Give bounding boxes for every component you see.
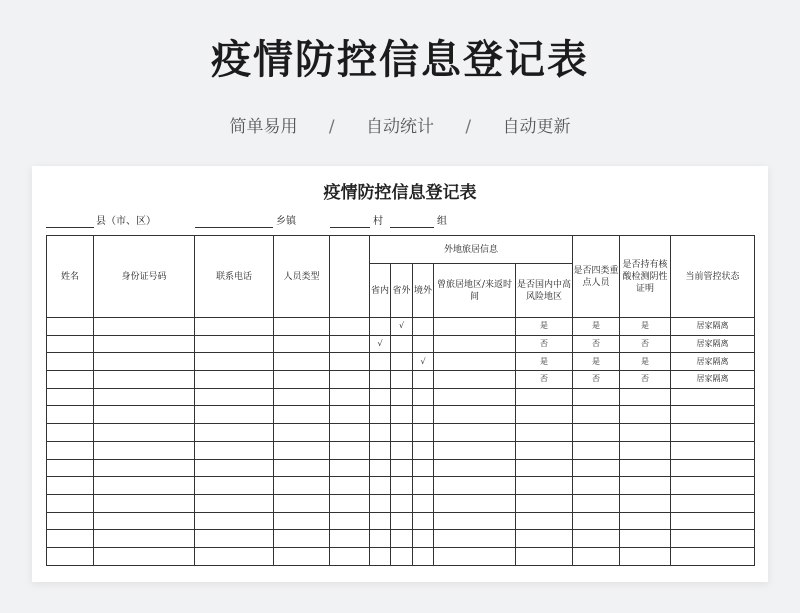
cell-key-person[interactable] xyxy=(573,477,620,495)
cell-name[interactable] xyxy=(47,406,94,424)
cell-risk-area[interactable] xyxy=(516,388,573,406)
cell-area-time[interactable] xyxy=(434,371,516,389)
county-label: 县（市、区） xyxy=(96,216,156,227)
cell-abroad[interactable]: √ xyxy=(413,353,434,371)
table-row xyxy=(47,424,755,442)
cell-area-time[interactable] xyxy=(434,494,516,512)
cell-key-person[interactable] xyxy=(573,441,620,459)
cell-id-number[interactable] xyxy=(94,459,195,477)
header-travel-info: 外地旅居信息 xyxy=(370,236,573,264)
cell-blank xyxy=(330,459,370,477)
cell-in-province[interactable] xyxy=(370,530,391,548)
cell-name[interactable] xyxy=(47,353,94,371)
cell-abroad[interactable] xyxy=(413,477,434,495)
cell-key-person[interactable] xyxy=(573,424,620,442)
cell-risk-area[interactable] xyxy=(516,512,573,530)
cell-blank xyxy=(330,371,370,389)
cell-person-type[interactable] xyxy=(274,530,330,548)
cell-in-province[interactable] xyxy=(370,477,391,495)
cell-in-province[interactable] xyxy=(370,318,391,336)
header-control-status: 当前管控状态 xyxy=(671,236,755,318)
cell-key-person[interactable] xyxy=(573,547,620,565)
tag-auto-stats: 自动统计 xyxy=(366,117,434,137)
tag-separator: / xyxy=(328,117,335,137)
cell-out-province[interactable] xyxy=(391,441,413,459)
cell-phone[interactable] xyxy=(195,353,274,371)
cell-in-province[interactable] xyxy=(370,406,391,424)
cell-phone[interactable] xyxy=(195,318,274,336)
cell-phone[interactable] xyxy=(195,424,274,442)
cell-key-person[interactable] xyxy=(573,530,620,548)
cell-risk-area[interactable] xyxy=(516,547,573,565)
cell-name[interactable] xyxy=(47,335,94,353)
county-blank[interactable] xyxy=(46,227,94,228)
cell-key-person[interactable] xyxy=(573,459,620,477)
cell-person-type[interactable] xyxy=(274,547,330,565)
cell-control-status[interactable] xyxy=(671,512,755,530)
cell-out-province[interactable] xyxy=(391,388,413,406)
cell-name[interactable] xyxy=(47,441,94,459)
township-label: 乡镇 xyxy=(276,216,296,227)
table-row xyxy=(47,512,755,530)
cell-control-status[interactable] xyxy=(671,459,755,477)
cell-person-type[interactable] xyxy=(274,424,330,442)
cell-abroad[interactable] xyxy=(413,547,434,565)
cell-area-time[interactable] xyxy=(434,388,516,406)
cell-id-number[interactable] xyxy=(94,335,195,353)
cell-name[interactable] xyxy=(47,388,94,406)
township-blank[interactable] xyxy=(195,227,273,228)
cell-out-province[interactable] xyxy=(391,371,413,389)
cell-abroad[interactable] xyxy=(413,388,434,406)
cell-id-number[interactable] xyxy=(94,353,195,371)
header-abroad: 境外 xyxy=(413,264,434,318)
cell-phone[interactable] xyxy=(195,388,274,406)
cell-control-status[interactable] xyxy=(671,388,755,406)
cell-key-person[interactable]: 否 xyxy=(573,335,620,353)
cell-risk-area[interactable]: 是 xyxy=(516,318,573,336)
cell-area-time[interactable] xyxy=(434,477,516,495)
header-nucleic-proof: 是否持有核酸检测阴性证明 xyxy=(620,236,671,318)
cell-name[interactable] xyxy=(47,494,94,512)
cell-phone[interactable] xyxy=(195,371,274,389)
cell-person-type[interactable] xyxy=(274,494,330,512)
cell-area-time[interactable] xyxy=(434,530,516,548)
group-label: 组 xyxy=(437,216,447,227)
cell-person-type[interactable] xyxy=(274,477,330,495)
cell-phone[interactable] xyxy=(195,477,274,495)
cell-in-province[interactable] xyxy=(370,459,391,477)
tag-separator: / xyxy=(465,117,472,137)
cell-id-number[interactable] xyxy=(94,494,195,512)
cell-control-status[interactable] xyxy=(671,477,755,495)
cell-area-time[interactable] xyxy=(434,335,516,353)
cell-in-province[interactable] xyxy=(370,424,391,442)
village-blank[interactable] xyxy=(330,227,370,228)
cell-person-type[interactable] xyxy=(274,512,330,530)
cell-nucleic-proof[interactable]: 是 xyxy=(620,318,671,336)
cell-person-type[interactable] xyxy=(274,459,330,477)
cell-name[interactable] xyxy=(47,371,94,389)
cell-control-status[interactable]: 居家隔离 xyxy=(671,335,755,353)
village-label: 村 xyxy=(373,216,383,227)
cell-blank xyxy=(330,353,370,371)
page-title: 疫情防控信息登记表 xyxy=(211,37,589,83)
cell-nucleic-proof[interactable] xyxy=(620,406,671,424)
table-row xyxy=(47,547,755,565)
cell-phone[interactable] xyxy=(195,335,274,353)
cell-out-province[interactable] xyxy=(391,406,413,424)
cell-nucleic-proof[interactable] xyxy=(620,459,671,477)
cell-phone[interactable] xyxy=(195,406,274,424)
cell-out-province[interactable] xyxy=(391,459,413,477)
cell-abroad[interactable] xyxy=(413,335,434,353)
cell-abroad[interactable] xyxy=(413,371,434,389)
table-row xyxy=(47,494,755,512)
cell-blank xyxy=(330,335,370,353)
cell-id-number[interactable] xyxy=(94,477,195,495)
cell-risk-area[interactable] xyxy=(516,459,573,477)
cell-blank xyxy=(330,494,370,512)
cell-blank xyxy=(330,530,370,548)
cell-control-status[interactable]: 居家隔离 xyxy=(671,353,755,371)
cell-abroad[interactable] xyxy=(413,424,434,442)
table-row xyxy=(47,530,755,548)
header-risk-area: 是否国内中高风险地区 xyxy=(516,264,573,318)
cell-key-person[interactable] xyxy=(573,406,620,424)
cell-nucleic-proof[interactable] xyxy=(620,547,671,565)
cell-name[interactable] xyxy=(47,459,94,477)
cell-area-time[interactable] xyxy=(434,406,516,424)
cell-out-province[interactable] xyxy=(391,477,413,495)
cell-blank xyxy=(330,424,370,442)
cell-nucleic-proof[interactable] xyxy=(620,388,671,406)
cell-person-type[interactable] xyxy=(274,335,330,353)
header-name: 姓名 xyxy=(47,236,94,318)
cell-risk-area[interactable] xyxy=(516,441,573,459)
cell-control-status[interactable] xyxy=(671,406,755,424)
cell-name[interactable] xyxy=(47,424,94,442)
table-row xyxy=(47,371,755,389)
cell-phone[interactable] xyxy=(195,512,274,530)
cell-control-status[interactable]: 居家隔离 xyxy=(671,371,755,389)
cell-key-person[interactable] xyxy=(573,388,620,406)
cell-nucleic-proof[interactable] xyxy=(620,530,671,548)
cell-person-type[interactable] xyxy=(274,406,330,424)
cell-control-status[interactable] xyxy=(671,441,755,459)
cell-risk-area[interactable]: 是 xyxy=(516,353,573,371)
cell-control-status[interactable] xyxy=(671,424,755,442)
cell-blank xyxy=(330,441,370,459)
cell-key-person[interactable]: 是 xyxy=(573,318,620,336)
cell-in-province[interactable] xyxy=(370,441,391,459)
table-row xyxy=(47,353,755,371)
cell-person-type[interactable] xyxy=(274,371,330,389)
cell-control-status[interactable]: 居家隔离 xyxy=(671,318,755,336)
cell-control-status[interactable] xyxy=(671,530,755,548)
cell-blank xyxy=(330,318,370,336)
cell-out-province[interactable]: √ xyxy=(391,318,413,336)
header-person-type: 人员类型 xyxy=(274,236,330,318)
cell-person-type[interactable] xyxy=(274,388,330,406)
cell-name[interactable] xyxy=(47,547,94,565)
cell-in-province[interactable]: √ xyxy=(370,335,391,353)
cell-risk-area[interactable] xyxy=(516,424,573,442)
cell-name[interactable] xyxy=(47,477,94,495)
cell-key-person[interactable] xyxy=(573,512,620,530)
cell-in-province[interactable] xyxy=(370,494,391,512)
form-sheet xyxy=(32,166,768,582)
cell-in-province[interactable] xyxy=(370,371,391,389)
cell-out-province[interactable] xyxy=(391,547,413,565)
cell-in-province[interactable] xyxy=(370,388,391,406)
sheet-title: 疫情防控信息登记表 xyxy=(323,183,477,203)
cell-id-number[interactable] xyxy=(94,547,195,565)
cell-out-province[interactable] xyxy=(391,353,413,371)
cell-phone[interactable] xyxy=(195,494,274,512)
cell-out-province[interactable] xyxy=(391,512,413,530)
cell-nucleic-proof[interactable]: 否 xyxy=(620,335,671,353)
cell-nucleic-proof[interactable]: 否 xyxy=(620,371,671,389)
cell-risk-area[interactable] xyxy=(516,477,573,495)
header-key-person: 是否四类重点人员 xyxy=(573,236,620,318)
tagline xyxy=(0,112,800,137)
cell-nucleic-proof[interactable] xyxy=(620,441,671,459)
table-row xyxy=(47,335,755,353)
cell-out-province[interactable] xyxy=(391,335,413,353)
table-row xyxy=(47,459,755,477)
table-row xyxy=(47,318,755,336)
cell-area-time[interactable] xyxy=(434,353,516,371)
registration-table xyxy=(46,235,755,566)
cell-risk-area[interactable] xyxy=(516,494,573,512)
cell-id-number[interactable] xyxy=(94,318,195,336)
table-row xyxy=(47,406,755,424)
cell-abroad[interactable] xyxy=(413,459,434,477)
cell-blank xyxy=(330,547,370,565)
cell-abroad[interactable] xyxy=(413,406,434,424)
cell-blank xyxy=(330,512,370,530)
cell-phone[interactable] xyxy=(195,441,274,459)
cell-name[interactable] xyxy=(47,530,94,548)
header-out-province: 省外 xyxy=(391,264,413,318)
tag-easy: 简单易用 xyxy=(229,117,298,137)
cell-nucleic-proof[interactable] xyxy=(620,477,671,495)
cell-phone[interactable] xyxy=(195,547,274,565)
cell-abroad[interactable] xyxy=(413,441,434,459)
cell-blank xyxy=(330,388,370,406)
group-blank[interactable] xyxy=(390,227,434,228)
cell-abroad[interactable] xyxy=(413,530,434,548)
cell-in-province[interactable] xyxy=(370,547,391,565)
cell-id-number[interactable] xyxy=(94,512,195,530)
cell-area-time[interactable] xyxy=(434,459,516,477)
cell-in-province[interactable] xyxy=(370,512,391,530)
cell-area-time[interactable] xyxy=(434,318,516,336)
cell-risk-area[interactable]: 否 xyxy=(516,335,573,353)
cell-person-type[interactable] xyxy=(274,353,330,371)
cell-out-province[interactable] xyxy=(391,424,413,442)
cell-in-province[interactable] xyxy=(370,353,391,371)
table-row xyxy=(47,388,755,406)
cell-risk-area[interactable] xyxy=(516,406,573,424)
cell-nucleic-proof[interactable] xyxy=(620,512,671,530)
cell-blank xyxy=(330,477,370,495)
header-area-time: 曾旅居地区/来返时间 xyxy=(434,264,516,318)
tag-auto-update: 自动更新 xyxy=(502,117,571,137)
cell-key-person[interactable]: 是 xyxy=(573,353,620,371)
cell-name[interactable] xyxy=(47,512,94,530)
cell-id-number[interactable] xyxy=(94,530,195,548)
header-in-province: 省内 xyxy=(370,264,391,318)
cell-blank xyxy=(330,406,370,424)
cell-abroad[interactable] xyxy=(413,512,434,530)
cell-id-number[interactable] xyxy=(94,441,195,459)
cell-area-time[interactable] xyxy=(434,424,516,442)
cell-area-time[interactable] xyxy=(434,441,516,459)
cell-phone[interactable] xyxy=(195,530,274,548)
cell-area-time[interactable] xyxy=(434,512,516,530)
header-id-number: 身份证号码 xyxy=(94,236,195,318)
cell-out-province[interactable] xyxy=(391,494,413,512)
cell-id-number[interactable] xyxy=(94,371,195,389)
cell-phone[interactable] xyxy=(195,459,274,477)
cell-id-number[interactable] xyxy=(94,424,195,442)
cell-nucleic-proof[interactable] xyxy=(620,494,671,512)
header-blank xyxy=(330,236,370,318)
cell-key-person[interactable] xyxy=(573,494,620,512)
cell-id-number[interactable] xyxy=(94,406,195,424)
cell-key-person[interactable]: 否 xyxy=(573,371,620,389)
cell-risk-area[interactable]: 否 xyxy=(516,371,573,389)
cell-out-province[interactable] xyxy=(391,530,413,548)
cell-abroad[interactable] xyxy=(413,318,434,336)
table-row xyxy=(47,477,755,495)
cell-person-type[interactable] xyxy=(274,318,330,336)
cell-abroad[interactable] xyxy=(413,494,434,512)
header-phone: 联系电话 xyxy=(195,236,274,318)
cell-risk-area[interactable] xyxy=(516,530,573,548)
cell-person-type[interactable] xyxy=(274,441,330,459)
cell-nucleic-proof[interactable]: 是 xyxy=(620,353,671,371)
cell-control-status[interactable] xyxy=(671,494,755,512)
table-row xyxy=(47,441,755,459)
cell-nucleic-proof[interactable] xyxy=(620,424,671,442)
cell-id-number[interactable] xyxy=(94,388,195,406)
cell-control-status[interactable] xyxy=(671,547,755,565)
cell-name[interactable] xyxy=(47,318,94,336)
cell-area-time[interactable] xyxy=(434,547,516,565)
